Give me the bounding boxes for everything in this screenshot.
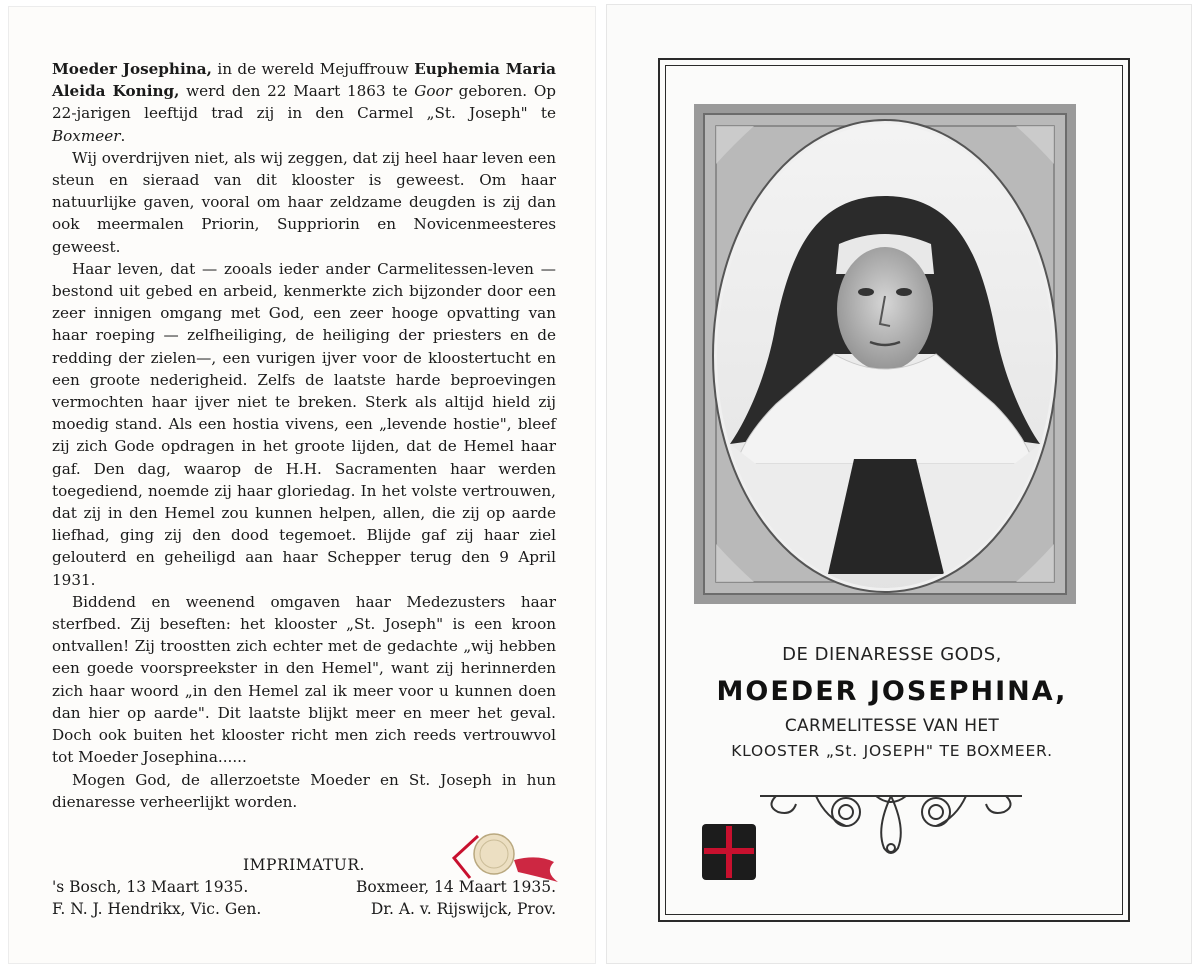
paragraph-2: Wij overdrijven niet, als wij zeggen, dat zij heel haar leven een steun en sieraad van dit klooster is geweest. Om haar natuurlijke gaven, vooral om haar zeldzame deugden is zij dan ook meermalen Priorin, Suppriorin en Novicenmeesteres geweest. — [52, 148, 556, 256]
portrait-photo — [694, 104, 1076, 604]
imprimatur-right-sign: Dr. A. v. Rijswijck, Prov. — [370, 900, 556, 918]
paragraph-4: Biddend en weenend omgaven haar Medezusters haar sterfbed. Zij beseften: het klooster „St. Joseph" is een kroon ontvallen! Zij troostten zich echter met de gedachte „wij hebben een goede voorspreekster in den Hemel", want zij herinnerden zich haar woord „in den Hemel zal ik meer voor u kunnen doen dan hier op aarde". Dit laatste blijkt meer en meer het geval. Doch ook buiten het klooster richt men zich reeds vertrouwvol tot Moeder Josephina...... — [52, 592, 556, 767]
caption-name: MOEDER JOSEPHINA, — [716, 676, 1068, 707]
paragraph-3: Haar leven, dat — zooals ieder ander Carmelitessen-leven — bestond uit gebed en arbeid, kenmerkte zich bijzonder door een zeer innigen omgang met God, een zeer hooge opvatting van haar roeping — zelfheiliging, de heiliging der priesters en de redding der zielen—, een vurigen ijver voor de kloostertucht en een groote nederigheid. Zelfs de laatste harde beproevingen vermochten haar ijver niet te breken. Sterk als altijd hield zij moedig stand. Als een hostia vivens, een „levende hostie", bleef zij zich Gode opdragen in het groote lijden, dat de Hemel haar gaf. Den dag, waarop de H.H. Sacramenten haar werden toegediend, noemde zij haar gloriedag. In het volste vertrouwen, dat zij in den Hemel zou kunnen helpen, allen, die zij op aarde liefhad, ging zij den dood tegemoet. Blijde gaf zij haar ziel gelouterd en geheiligd aan haar Schepper terug den 9 April 1931. — [52, 259, 556, 589]
caption-servant-of-god: DE DIENARESSE GODS, — [782, 644, 1002, 665]
relic-seal-icon — [448, 832, 558, 892]
full-name: Euphemia Maria Aleida Koning, — [52, 60, 556, 101]
left-page — [8, 6, 596, 964]
place-boxmeer: Boxmeer — [52, 126, 121, 145]
caption-carmelite: CARMELITESSE VAN HET — [784, 716, 1000, 736]
imprimatur-left-sign: F. N. J. Hendrikx, Vic. Gen. — [52, 900, 262, 918]
caption-monastery: KLOOSTER „St. JOSEPH" TE BOXMEER. — [731, 742, 1053, 760]
imprimatur-right-place: Boxmeer, 14 Maart 1935. — [355, 878, 556, 896]
name-moeder-josephina: Moeder Josephina, — [52, 60, 212, 78]
paragraph-1 — [52, 58, 556, 147]
biography-text — [52, 58, 556, 813]
scroll-ornament-icon — [756, 778, 1026, 862]
p1-text-2: werd den 22 Maart 1863 te — [179, 82, 415, 101]
relic-cloth-icon — [698, 820, 760, 884]
right-page — [606, 4, 1192, 964]
imprimatur-title: IMPRIMATUR. — [243, 856, 365, 874]
p1-text-3: geboren. Op 22-jarigen leeftijd trad zij in den Carmel „St. Joseph" te — [52, 82, 556, 123]
p1-text-1: in de wereld Mejuffrouw — [211, 60, 415, 78]
paragraph-5: Mogen God, de allerzoetste Moeder en St. Joseph in hun dienaresse verheerlijkt worden. — [52, 770, 556, 811]
imprimatur-left-place: 's Bosch, 13 Maart 1935. — [52, 878, 249, 896]
place-goor: Goor — [414, 82, 452, 101]
p1-text-4: . — [120, 126, 126, 145]
